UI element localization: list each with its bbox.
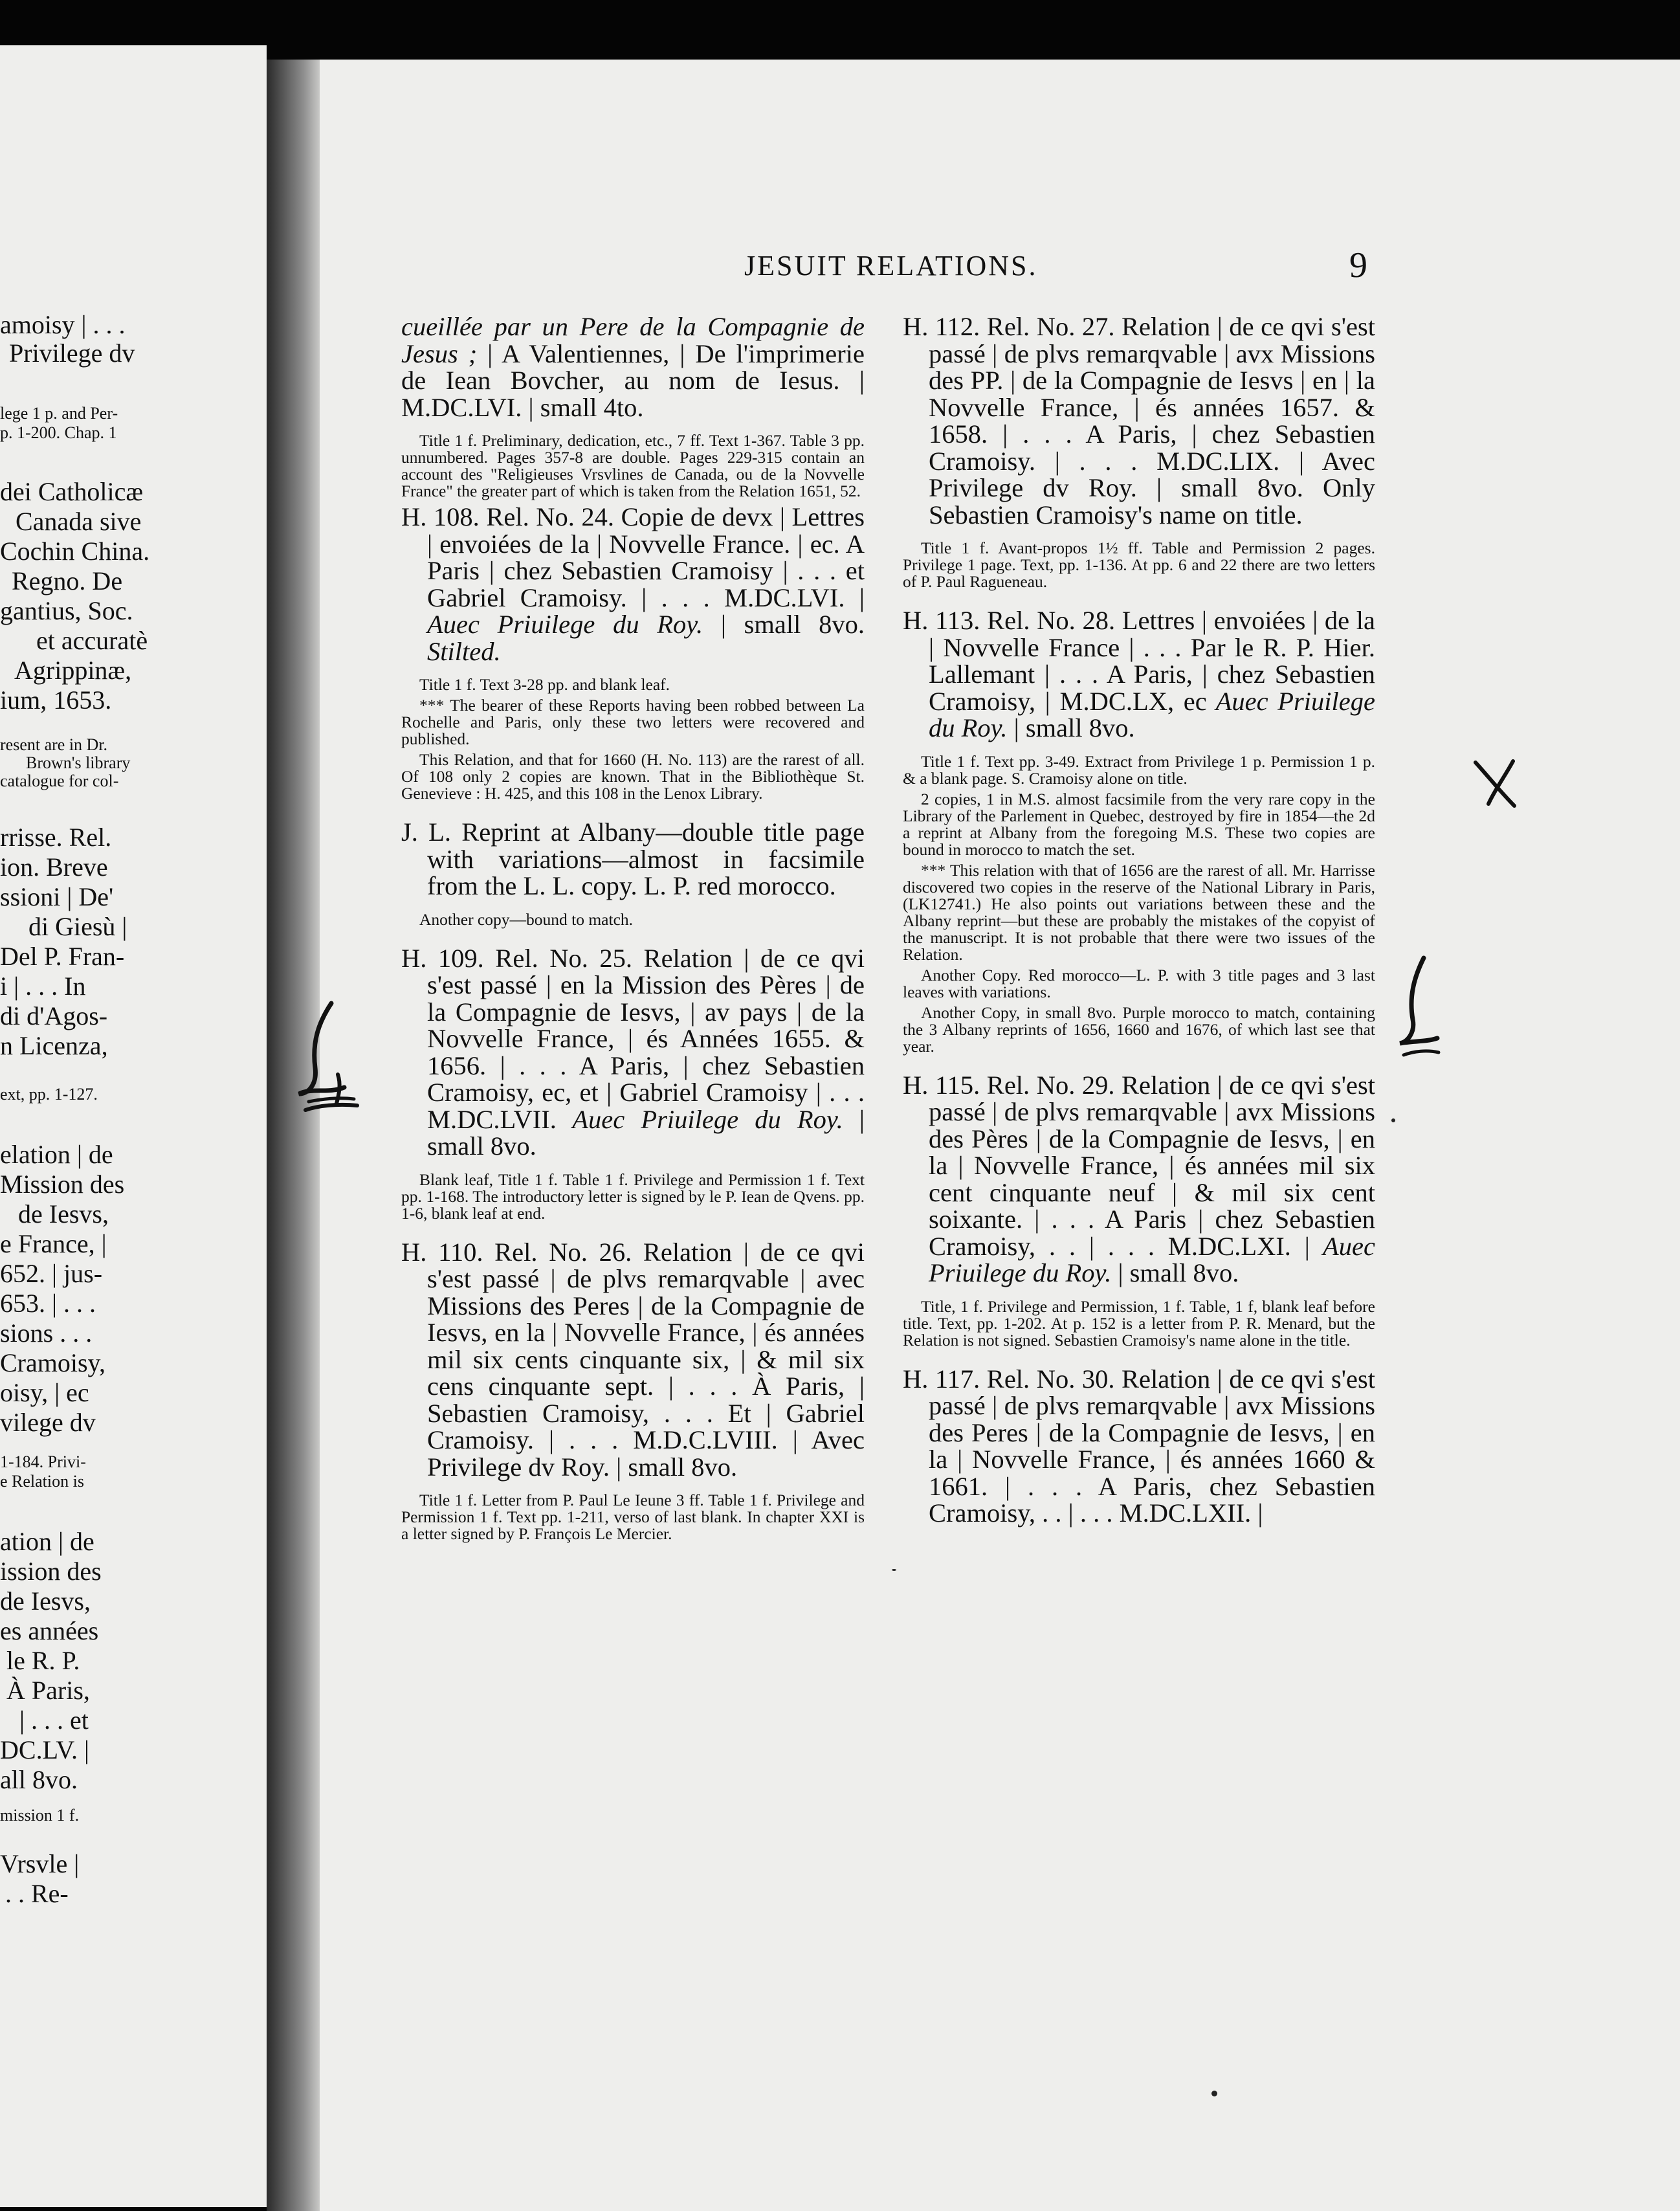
facing-page-line: ext, pp. 1-127. xyxy=(0,1085,98,1104)
entry-heading-heading: H. 117. Rel. No. 30. Relation | de ce qvi s'est passé | de plvs remarqvable | avx Missions des Peres | de la Compagnie de Iesvs, | en la | Novvelle France, | és années 1660 & 1661. | . . . A Paris, chez Sebastien Cramoisy, . . | . . . M.DC.LXII. | xyxy=(903,1364,1375,1528)
entry-note: Title 1 f. Text 3-28 pp. and blank leaf. xyxy=(419,675,670,694)
entry-note: Another Copy. Red morocco—L. P. with 3 title pages and 3 last leaves with variations. xyxy=(903,965,1375,1001)
paper-speck xyxy=(1211,2091,1217,2096)
entry-heading-heading-tail: | small 8vo. xyxy=(703,610,865,639)
entry-heading xyxy=(903,1366,1375,1527)
facing-page-line: gantius, Soc. xyxy=(0,596,133,625)
facing-page-line: resent are in Dr. xyxy=(0,735,108,754)
entry-heading xyxy=(401,504,865,665)
entry-heading-heading-italic: Auec Priuilege du Roy. xyxy=(427,610,703,639)
facing-page-line: et accuratè xyxy=(36,626,148,655)
entry-heading-heading-tail: | small 8vo. xyxy=(1007,713,1135,742)
entry-note: Title 1 f. Avant-propos 1½ ff. Table and Permission 2 pages. Privilege 1 page. Text, pp. 1-136. At pp. 6 and 22 there are two letters of P. Paul Ragueneau. xyxy=(903,539,1375,591)
catalogue-entry xyxy=(401,819,865,928)
entry-heading-heading: H. 110. Rel. No. 26. Relation | de ce qvi s'est passé | de plvs remarqvable | avec Missions des Peres | de la Compagnie de Iesvs, en la | Novvelle France, | és années mil six cents cinquante six, | & mil six cens cinquante sept. | . . . À Paris, | Sebastien Cramoisy, . . . Et | Gabriel Cramoisy. | . . . M.D.C.LVIII. | Avec Privilege dv Roy. | small 8vo. xyxy=(401,1237,865,1482)
facing-page-line: elation | de xyxy=(0,1140,113,1169)
facing-page-line: e France, | xyxy=(0,1229,107,1258)
facing-page-line: Regno. De xyxy=(12,566,123,595)
catalogue-entry xyxy=(401,504,865,802)
facing-page-line: ssioni | De' xyxy=(0,882,114,911)
page-number: 9 xyxy=(1349,245,1367,285)
facing-page-line: de Iesvs, xyxy=(18,1199,109,1228)
entry-heading-heading: H. 115. Rel. No. 29. Relation | de ce qvi s'est passé | de plvs remarqvable | avx Missions des Pères | de la Compagnie de Iesvs, | en la | Novvelle France, | és années mil six cent cinquante neuf | & mil six cent soixante. | . . . A Paris | chez Sebastien Cramoisy, . . | . . . M.DC.LXI. | xyxy=(903,1070,1375,1261)
catalogue-entry xyxy=(903,1072,1375,1349)
facing-page-line: lege 1 p. and Per- xyxy=(0,404,118,423)
facing-page-line: di Giesù | xyxy=(28,912,127,941)
entry-heading-heading-tail: | small 8vo. xyxy=(427,1104,865,1161)
facing-page-line: catalogue for col- xyxy=(0,772,119,790)
facing-page-line: . . Re- xyxy=(5,1879,69,1908)
entry-heading-heading: J. L. Reprint at Albany—double title page with variations—almost in facsimile from the L. L. copy. L. P. red morocco. xyxy=(401,817,865,900)
facing-page-line: 652. | jus- xyxy=(0,1259,103,1288)
facing-page-line: amoisy | . . . xyxy=(0,310,126,339)
entry-heading-heading: H. 109. Rel. No. 25. Relation | de ce qvi s'est passé | en la Mission des Pères | de la Compagnie de Iesvs, | av pays | de la Novvelle France, | és Années 1655. & 1656. | . . . A Paris, | chez Sebastien Cramoisy, ec, et | Gabriel Cramoisy | . . . M.DC.LVII. xyxy=(401,943,865,1134)
entry-note: Blank leaf, Title 1 f. Table 1 f. Privilege and Permission 1 f. Text pp. 1-168. The introductory letter is signed by le P. Iean de Qvens. pp. 1-6, blank leaf at end. xyxy=(401,1170,865,1223)
entry-heading xyxy=(401,1239,865,1481)
facing-page-line: 653. | . . . xyxy=(0,1289,96,1318)
entry-heading xyxy=(903,1072,1375,1287)
entry-heading-heading-italic: Auec Priuilege du Roy. xyxy=(929,686,1375,742)
facing-page-line: sions . . . xyxy=(0,1318,93,1348)
entry-heading xyxy=(903,313,1375,528)
left-entries xyxy=(401,504,865,1542)
entry-heading-heading: H. 108. Rel. No. 24. Copie de devx | Lettres | envoiées de la | Novvelle France. | ec. A Paris | chez Sebastien Cramoisy | . . . et Gabriel Cramoisy. | . . . M.DC.LVI. | xyxy=(401,502,865,612)
entry-heading-heading: H. 113. Rel. No. 28. Lettres | envoiées | de la | Novvelle France | . . . Par le R. P. Hier. Lallemant | . . . A Paris, | chez Sebastien Cramoisy, | M.DC.LX, ec xyxy=(903,606,1375,716)
continuation-heading xyxy=(401,313,865,421)
facing-page-line: Mission des xyxy=(0,1170,125,1199)
entry-note: *** The bearer of these Reports having been robbed between La Rochelle and Paris, only these two letters were recovered and published. xyxy=(401,696,865,748)
facing-page-line: all 8vo. xyxy=(0,1765,78,1794)
facing-page-line: Cramoisy, xyxy=(0,1348,105,1377)
facing-page-line: i | . . . In xyxy=(0,972,86,1001)
handwritten-l-mark-left xyxy=(293,997,364,1120)
facing-page-line: À Paris, xyxy=(6,1676,90,1705)
facing-page-line: | . . . et xyxy=(19,1705,89,1735)
right-column xyxy=(903,313,1375,1544)
facing-page-line: Privilege dv xyxy=(9,339,135,368)
right-entries xyxy=(903,313,1375,1527)
facing-page-line: Cochin China. xyxy=(0,537,150,566)
facing-page-line: Canada sive xyxy=(16,507,142,536)
facing-page-line: Vrsvle | xyxy=(0,1849,80,1878)
entry-heading xyxy=(401,819,865,900)
facing-page-line: Agrippinæ, xyxy=(14,656,132,685)
facing-page-line: vilege dv xyxy=(0,1408,96,1437)
facing-page-line: Del P. Fran- xyxy=(0,942,125,971)
entry-note: Title 1 f. Text pp. 3-49. Extract from Privilege 1 p. Permission 1 p. & a blank page. S. Cramoisy alone on title. xyxy=(903,751,1375,788)
continuation-roman: | A Valentiennes, | De l'imprimerie de Iean Bovcher, au nom de Iesus. | M.DC.LVI. | small 4to. xyxy=(401,339,865,422)
catalogue-entry xyxy=(401,1239,865,1543)
entry-note: This Relation, and that for 1660 (H. No. 113) are the rarest of all. Of 108 only 2 copies are known. That in the Bibliothèque St. Genevieve : H. 425, and this 108 in the Lenox Library. xyxy=(401,750,865,803)
catalogue-entry xyxy=(401,945,865,1222)
facing-page-line: ation | de xyxy=(0,1527,94,1556)
facing-page-line: rrisse. Rel. xyxy=(0,823,112,852)
facing-page-line: p. 1-200. Chap. 1 xyxy=(0,423,117,442)
facing-page-line: le R. P. xyxy=(6,1646,80,1675)
entry-note: Title, 1 f. Privilege and Permission, 1 f. Table, 1 f, blank leaf before title. Text, pp. 1-202. At p. 152 is a letter from P. R. Menard, but the Relation is not signed. Sebastien Cramoisy's name alone in the title. xyxy=(903,1296,1375,1350)
handwritten-x-mark xyxy=(1469,757,1521,809)
facing-page-line: e Relation is xyxy=(0,1472,84,1491)
facing-page-line: Brown's library xyxy=(26,753,131,772)
facing-page-line: ium, 1653. xyxy=(0,685,112,715)
facing-page-fragment xyxy=(0,45,267,2207)
entry-heading xyxy=(401,945,865,1160)
continuation-italic: cueillée par un Pere de la Compagnie de Jesus ; xyxy=(401,312,865,368)
facing-page-line: dei Catholicæ xyxy=(0,477,144,506)
entry-heading-heading-tail2: Stilted. xyxy=(427,636,501,666)
facing-page-line: n Licenza, xyxy=(0,1031,108,1060)
facing-page-line: 1-184. Privi- xyxy=(0,1452,86,1471)
entry-heading-heading-italic: Auec Priuilege du Roy. xyxy=(929,1231,1375,1287)
facing-page-line: ion. Breve xyxy=(0,852,108,882)
facing-page-line: DC.LV. | xyxy=(0,1735,90,1764)
facing-page-line: ission des xyxy=(0,1557,102,1586)
running-title: JESUIT RELATIONS. xyxy=(744,250,1038,282)
handwritten-l-mark-right xyxy=(1395,951,1446,1061)
entry-heading-heading-tail: | small 8vo. xyxy=(1111,1258,1239,1287)
catalogue-entry xyxy=(903,313,1375,590)
entry-note: Another copy—bound to match. xyxy=(419,909,634,929)
catalogue-entry xyxy=(903,1366,1375,1527)
entry-note: 2 copies, 1 in M.S. almost facsimile from the very rare copy in the Library of the Parlement in Quebec, destroyed by fire in 1854—the 2d a reprint at Albany from the foregoing M.S. These two copies are bound in morocco to match the set. xyxy=(903,789,1375,859)
book-gutter xyxy=(267,60,320,2211)
facing-page-line: de Iesvs, xyxy=(0,1586,91,1616)
paper-speck xyxy=(892,1569,896,1571)
entry-heading xyxy=(903,607,1375,742)
left-column xyxy=(401,313,865,1559)
facing-page-line: mission 1 f. xyxy=(0,1806,80,1825)
entry-note: *** This relation with that of 1656 are the rarest of all. Mr. Harrisse discovered two copies in the reserve of the National Library in Paris, (LK12741.) He also points out variations between these and the Albany reprint—but these are probably the mistakes of the copyist of the manuscript. It is not probable that there were two issues of the Relation. xyxy=(903,860,1375,964)
entry-heading-heading: H. 112. Rel. No. 27. Relation | de ce qvi s'est passé | de plvs remarqvable | avx Missions des PP. | de la Compagnie de Iesvs | en | la Novvelle France, | és années 1657. & 1658. | . . . A Paris, | chez Sebastien Cramoisy. | . . . M.DC.LIX. | Avec Privilege dv Roy. | small 8vo. Only Sebastien Cramoisy's name on title. xyxy=(903,312,1375,529)
catalogue-entry xyxy=(903,607,1375,1055)
facing-page-line: oisy, | ec xyxy=(0,1378,89,1407)
continuation-note: Title 1 f. Preliminary, dedication, etc., 7 ff. Text 1-367. Table 3 pp. unnumbered. Pages 357-8 are double. Pages 229-315 contain an account des "Religieuses Vrsvlines de Canada, ou de la Novvelle France" the greater part of which is taken from the Relation 1651, 52. xyxy=(401,431,865,500)
paper-speck xyxy=(1391,1118,1395,1122)
facing-page-line: di d'Agos- xyxy=(0,1001,108,1030)
entry-note: Another Copy, in small 8vo. Purple morocco to match, containing the 3 Albany reprints of 1656, 1660 and 1676, of which last see that year. xyxy=(903,1003,1375,1056)
entry-note: Title 1 f. Letter from P. Paul Le Ieune 3 ff. Table 1 f. Privilege and Permission 1 f. Text pp. 1-211, verso of last blank. In chapter XXI is a letter signed by P. François Le Mercier. xyxy=(401,1491,865,1543)
entry-heading-heading-italic: Auec Priuilege du Roy. xyxy=(556,1104,843,1134)
facing-page-line: es années xyxy=(0,1616,99,1645)
